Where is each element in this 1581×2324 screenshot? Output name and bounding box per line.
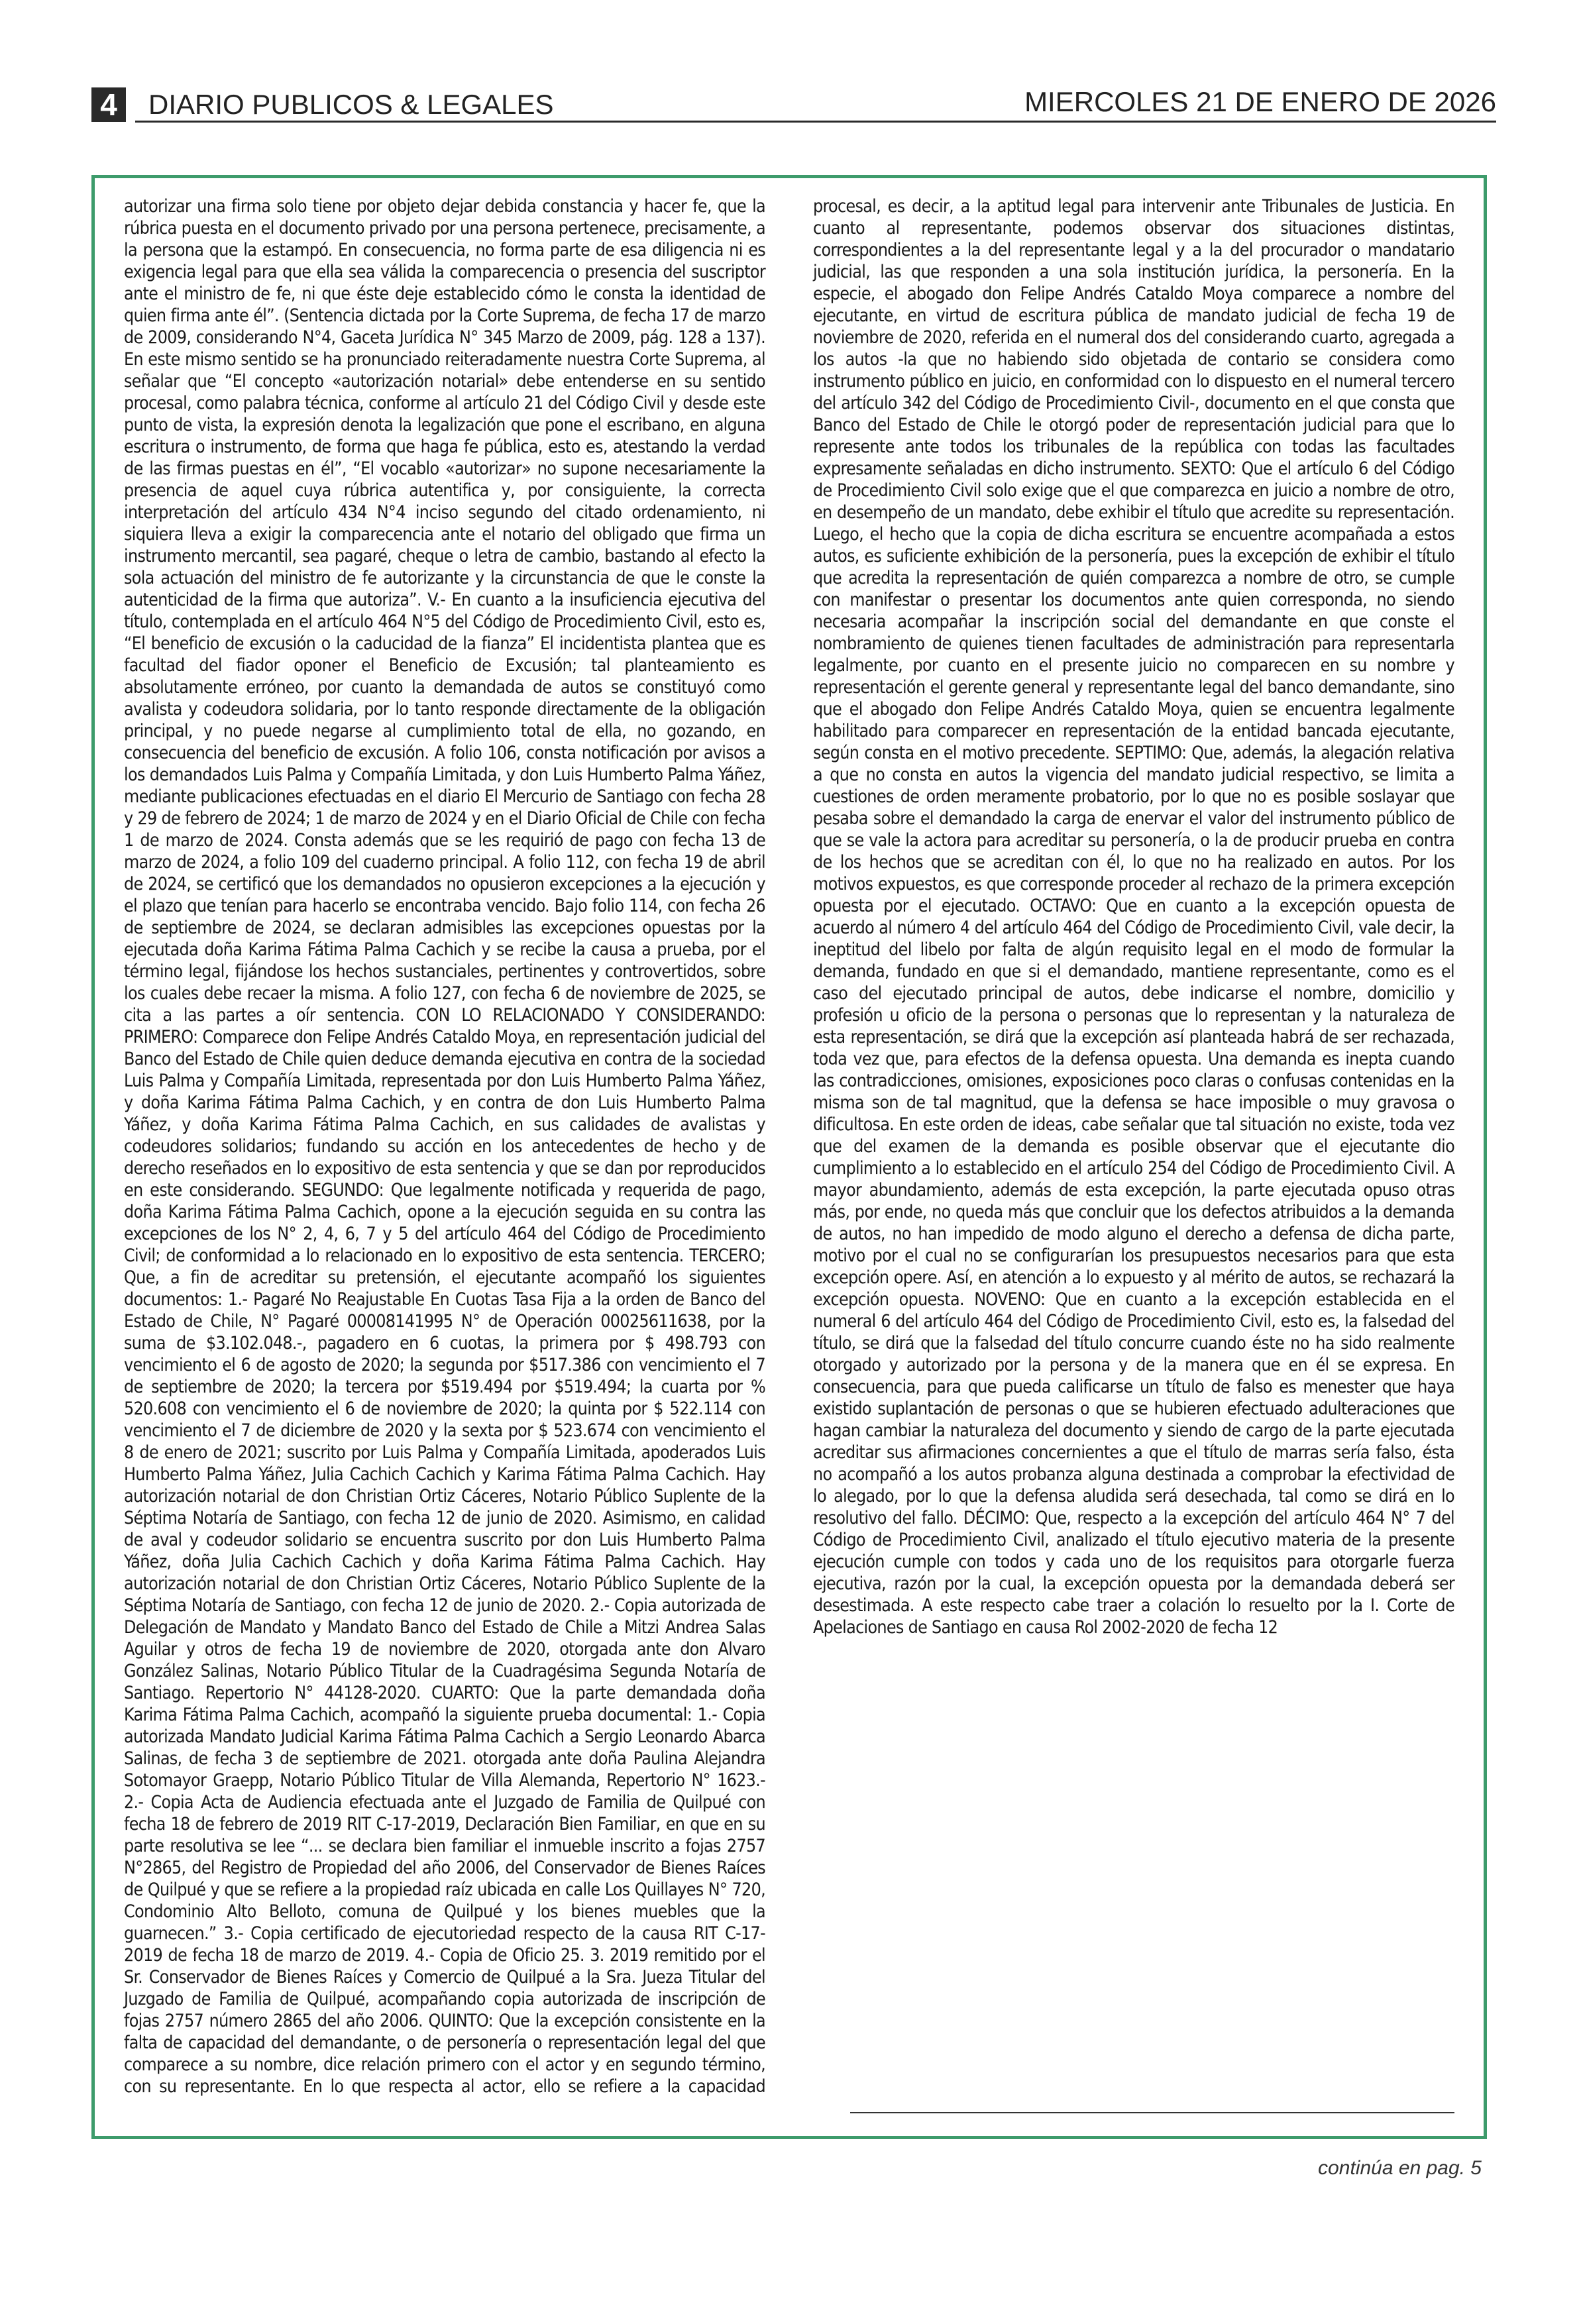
- article-body: autorizar una firma solo tiene por objeto dejar debida constancia y hacer fe, que la rúbrica puesta en el documento privado por una persona pertenece, precisamente, a la persona que la estampó. En consecuencia, no forma parte de esa diligencia ni es exigencia legal para que ella sea válida la comparecencia o presencia del suscriptor ante el ministro de fe, ni que éste deje establecido cómo le consta la identidad de quien firma ante él”. (Sentencia dictada por la Corte Suprema, de fecha 17 de marzo de 2009, considerando N°4, Gaceta Jurídica N° 345 Marzo de 2009, pág. 128 a 137). En este mismo sentido se ha pronunciado reiteradamente nuestra Corte Suprema, al señalar que “El concepto «autorización notarial» debe entenderse en su sentido procesal, como palabra técnica, conforme al artículo 21 del Código Civil y desde este punto de vista, la expresión denota la legalización que pone el escribano, en alguna escritura o instrumento, de forma que haga fe pública, esto es, atestando la verdad de las firmas puestas en él”, “El vocablo «autorizar» no supone necesariamente la presencia de aquel cuya rúbrica autentifica y, por consiguiente, la correcta interpretación del artículo 434 N°4 inciso segundo del citado ordenamiento, ni siquiera lleva a exigir la comparecencia ante el notario del obligado que firma un instrumento mercantil, sea pagaré, cheque o letra de cambio, bastando al efecto la sola actuación del ministro de fe autorizante y la circunstancia de que le conste la autenticidad de la firma que autoriza”. V.- En cuanto a la insuficiencia ejecutiva del título, contemplada en el artículo 464 N°5 del Código de Procedimiento Civil, esto es, “El beneficio de excusión o la caducidad de la fianza” El incidentista plantea que es facultad del fiador oponer el Beneficio de Excusión; tal planteamiento es absolutamente erróneo, por cuanto la demandada de autos se constituyó como avalista y codeudora solidaria, por lo tanto responde directamente de la obligación principal, y no puede negarse al cumplimiento total de ella, no gozando, en consecuencia del beneficio de excusión. A folio 106, consta notificación por avisos a los demandados Luis Palma y Compañía Limitada, y don Luis Humberto Palma Yáñez, mediante publicaciones efectuadas en el diario El Mercurio de Santiago con fecha 28 y 29 de febrero de 2024; 1 de marzo de 2024 y en el Diario Oficial de Chile con fecha 1 de marzo de 2024. Consta además que se les requirió de pago con fecha 13 de marzo de 2024, a folio 109 del cuaderno principal. A folio 112, con fecha 19 de abril de 2024, se certificó que los demandados no opusieron excepciones a la ejecución y el plazo que tenían para hacerlo se encontraba vencido. Bajo folio 114, con fecha 26 de septiembre de 2024, se declaran admisibles las excepciones opuestas por la ejecutada doña Karima Fátima Palma Cachich y se recibe la causa a prueba, por el término legal, fijándose los hechos sustanciales, pertinentes y controvertidos, sobre los cuales debe recaer la misma. A folio 127, con fecha 6 de noviembre de 2025, se cita a las partes a oír sentencia. CON LO RELACIONADO Y CONSIDERANDO: PRIMERO: Comparece don Felipe Andrés Cataldo Moya, en representación judicial del Banco del Estado de Chile quien deduce demanda ejecutiva en contra de la sociedad Luis Palma y Compañía Limitada, representada por don Luis Humberto Palma Yáñez, y doña Karima Fátima Palma Cachich, y en contra de don Luis Humberto Palma Yáñez, y doña Karima Fátima Palma Cachich, en sus calidades de avalistas y codeudores solidarios; fundando su acción en los antecedentes de hecho y de derecho reseñados en lo expositivo de esta sentencia y que se dan por reproducidos en este considerando. SEGUNDO: Que legalmente notificada y requerida de pago, doña Karima Fátima Palma Cachich, opone a la ejecución seguida en su contra las excepciones de los N° 2, 4, 6, 7 y 5 del artículo 464 del Código de Procedimiento Civil; de conformidad a lo relacionado en lo expositivo de esta sentencia. TERCERO; Que, a fin de acreditar su pretensión, el ejecutante acompañó los siguientes documentos: 1.- Pagaré No Reajustable En Cuotas Tasa Fija a la orden de Banco del Estado de Chile, N° Pagaré 00008141995 N° de Operación 00025611638, por la suma de $3.102.048.-, pagadero en 6 cuotas, la primera por $ 498.793 con vencimiento el 6 de agosto de 2020; la segunda por $517.386 con vencimiento el 7 de septiembre de 2020; la tercera por $519.494 por $519.494; la cuarta por % 520.608 con vencimiento el 6 de noviembre de 2020; la quinta por $ 522.114 con vencimiento el 7 de diciembre de 2020 y la sexta por $ 523.674 con vencimiento el 8 de enero de 2021; suscrito por Luis Palma y Compañía Limitada, apoderados Luis Humberto Palma Yáñez, Julia Cachich Cachich y Karima Fátima Palma Cachich. Hay autorización notarial de don Christian Ortiz Cáceres, Notario Público Suplente de la Séptima Notaría de Santiago, con fecha 12 de junio de 2020. Asimismo, en calidad de aval y codeudor solidario se encuentra suscrito por don Luis Humberto Palma Yáñez, doña Julia Cachich Cachich y doña Karima Fátima Palma Cachich. Hay autorización notarial de don Christian Ortiz Cáceres, Notario Público Suplente de la Séptima Notaría de Santiago, con fecha 12 de junio de 2020. 2.- Copia autorizada de Delegación de Mandato y Mandato Banco del Estado de Chile a Mitzi Andrea Salas Aguilar y otros de fecha 19 de noviembre de 2020, otorgada ante don Alvaro González Salinas, Notario Público Titular de la Cuadragésima Segunda Notaría de Santiago. Repertorio N° 44128-2020. CUARTO: Que la parte demandada doña Karima Fátima Palma Cachich, acompañó la siguiente prueba documental: 1.- Copia autorizada Mandato Judicial Karima Fátima Palma Cachich a Sergio Leonardo Abarca Salinas, de fecha 3 de septiembre de 2021. otorgada ante doña Paulina Alejandra Sotomayor Graepp, Notario Público Titular de Villa Alemanda, Repertorio N° 1623.- 2.- Copia Acta de Audiencia efectuada ante el Juzgado de Familia de Quilpué con fecha 18 de febrero de 2019 RIT C-17-2019, Declaración Bien Familiar, en que en su parte resolutiva se lee “... se declara bien familiar el inmueble inscrito a fojas 2757 N°2865, del Registro de Propiedad del año 2006, del Conservador de Bienes Raíces de Quilpué y que se refiere a la propiedad raíz ubicada en calle Los Quillayes N° 720, Condominio Alto Belloto, comuna de Quilpué y los bienes muebles que la guarnecen.” 3.- Copia certificado de ejecutoriedad respecto de la causa RIT C-17- 2019 de fecha 18 de marzo de 2019. 4.- Copia de Oficio 25. 3. 2019 remitido por el Sr. Conservador de Bienes Raíces y Comercio de Quilpué a la Sra. Jueza Titular del Juzgado de Familia de Quilpué, acompañando copia autorizada de inscripción de fojas 2757 número 2865 del año 2006. QUINTO: Que la excepción consistente en la falta de capacidad del demandante, o de personería o representación legal del que comparece a su nombre, dice relación primero con el actor y en segundo término, con su representante. En lo que respecta al actor, ello se refiere a la capacidad procesal, es decir, a la aptitud legal para intervenir ante Tribunales de Justicia. En cuanto al representante, podemos observar dos situaciones distintas, correspondientes a la del representante legal y a la del procurador o mandatario judicial, las que responden a una sola institución jurídica, la personería. En la especie, el abogado don Felipe Andrés Cataldo Moya comparece a nombre del ejecutante, en virtud de escritura pública de mandato judicial de fecha 19 de noviembre de 2020, referida en el numeral dos del considerando cuarto, agregada a los autos -la que no habiendo sido objetada de contario se considera como instrumento público en juicio, en conformidad con lo dispuesto en el numeral tercero del artículo 342 del Código de Procedimiento Civil-, documento en el que consta que Banco del Estado de Chile le otorgó poder de representación judicial para que lo represente ante todos los tribunales de la república con todas las facultades expresamente señaladas en dicho instrumento. SEXTO: Que el artículo 6 del Código de Procedimiento Civil solo exige que el que comparezca en juicio a nombre de otro, en desempeño de un mandato, debe exhibir el título que acredite su representación. Luego, el hecho que la copia de dicha escritura se encuentre acompañada a estos autos, es suficiente exhibición de la personería, pues la excepción de exhibir el título que acredita la representación de quién comparezca a nombre de otro, se cumple con manifestar o presentar los documentos ante quien corresponda, no siendo necesaria acompañar la inscripción social del demandante en que conste el nombramiento de quienes tienen facultades de administración para representarla legalmente, por cuanto en el presente juicio no comparecen en su nombre y representación el gerente general y representante legal del banco demandante, sino que el abogado don Felipe Andrés Cataldo Moya, quien se encuentra legalmente habilitado para comparecer en representación de la entidad bancada ejecutante, según consta en el motivo precedente. SEPTIMO: Que, además, la alegación relativa a que no consta en autos la vigencia del mandato judicial respectivo, se limita a cuestiones de orden meramente probatorio, por lo que no es posible soslayar que pesaba sobre el demandado la carga de enervar el valor del instrumento público de que se vale la actora para acreditar su personería, o la de producir prueba en contra de los hechos que se acreditan con él, lo que no ha realizado en autos. Por los motivos expuestos, es que corresponde proceder al rechazo de la primera excepción opuesta por el ejecutado. OCTAVO: Que en cuanto a la excepción opuesta de acuerdo al número 4 del artículo 464 del Código de Procedimiento Civil, vale decir, la ineptitud del libelo por falta de algún requisito legal en el modo de formular la demanda, fundado en que si el demandado, mantiene representante, como es el caso del ejecutado principal de autos, debe indicarse el nombre, domicilio y profesión u oficio de la persona o personas que lo representan y la naturaleza de esta representación, se dirá que la excepción así planteada habrá de ser rechazada, toda vez que, para efectos de la defensa opuesta. Una demanda es inepta cuando las contradicciones, omisiones, exposiciones poco claras o confusas contenidas en la misma son de tal magnitud, que la defensa se hace imposible o muy gravosa o dificultosa. En este orden de ideas, cabe señalar que tal situación no existe, toda vez que del examen de la demanda es posible observar que el ejecutante dio cumplimiento a lo establecido en el artículo 254 del Código de Procedimiento Civil. A mayor abundamiento, además de esta excepción, la parte ejecutada opuso otras más, por ende, no queda más que concluir que los defectos atribuidos a la demanda de autos, no han impedido de modo alguno el derecho a defensa de dicha parte, motivo por el cual no se configurarían los presupuestos necesarios para que esta excepción opere. Así, en atención a lo expuesto y al mérito de autos, se rechazará la excepción opuesta. NOVENO: Que en cuanto a la excepción establecida en el numeral 6 del artículo 464 del Código de Procedimiento Civil, esto es, la falsedad del título, se dirá que la falsedad del título concurre cuando éste no ha sido realmente otorgado y autorizado por la persona y de la manera que en él se expresa. En consecuencia, para que pueda calificarse un título de falso es menester que haya existido suplantación de personas o que se hubieren efectuado adulteraciones que hagan cambiar la naturaleza del documento y siendo de cargo de la parte ejecutada acreditar sus afirmaciones concernientes a que el título de marras sería falso, ésta no acompañó a los autos probanza alguna destinada a comprobar la efectividad de lo alegado, por lo que la defensa aludida será desechada, tal como se dirá en lo resolutivo del fallo. DÉCIMO: Que, respecto a la excepción del artículo 464 N° 7 del Código de Procedimiento Civil, analizado el título ejecutivo materia de la presente ejecución cumple con todos y cada uno de los requisitos para otorgarle fuerza ejecutiva, razón por la cual, la excepción opuesta por la demandada deberá ser desestimada. A este respecto cabe traer a colación lo resuelto por la I. Corte de Apelaciones de Santiago en causa Rol 2002-2020 de fecha 12: [124, 196, 1454, 2097]
- article-end-rule: [850, 2112, 1454, 2113]
- continue-note: continúa en pag. 5: [1318, 2157, 1482, 2179]
- article-box: [91, 175, 1487, 2139]
- page-header: [91, 82, 1496, 122]
- publication-date: MIERCOLES 21 DE ENERO DE 2026: [1024, 86, 1496, 117]
- page-number: 4: [91, 87, 126, 122]
- publication-name: DIARIO PUBLICOS & LEGALES: [148, 89, 554, 120]
- header-rule: [135, 121, 1496, 123]
- article-columns: [124, 195, 1454, 2103]
